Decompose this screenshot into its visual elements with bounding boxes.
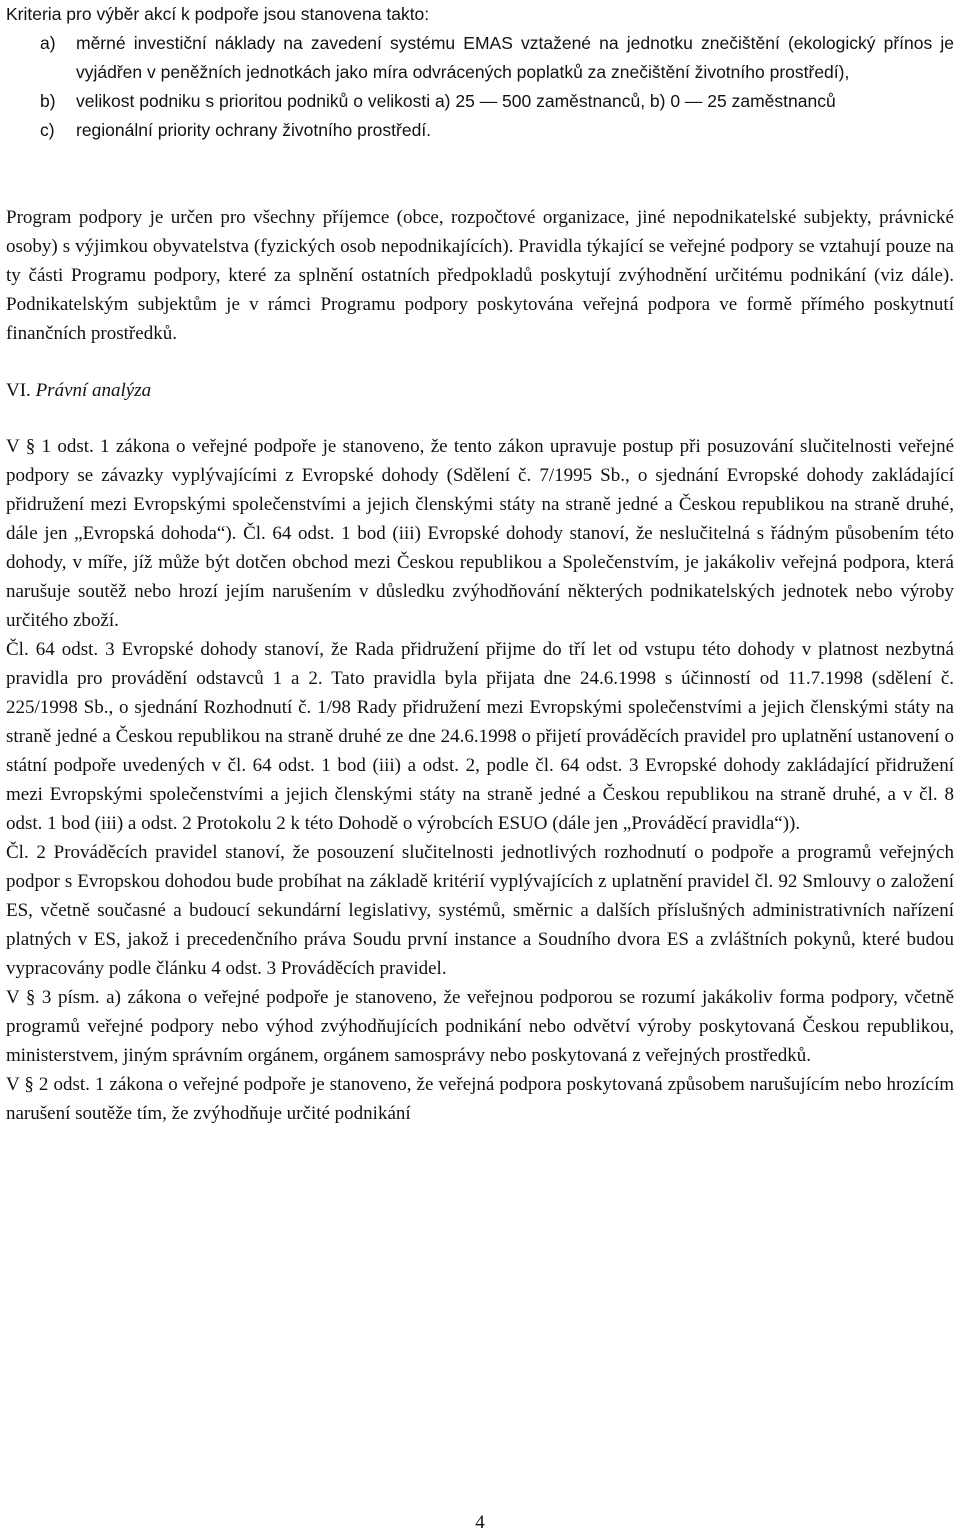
criteria-item-a [6,29,954,87]
section-number: VI. [6,380,31,401]
list-marker: b) [40,91,56,111]
list-item-text: velikost podniku s prioritou podniků o velikosti a) 25 — 500 zaměstnanců, b) 0 — 25 zaměstnanců [76,91,836,111]
list-marker: c) [40,120,55,140]
list-marker: a) [40,33,56,53]
criteria-item-b [6,87,954,116]
list-item-text: měrné investiční náklady na zavedení systému EMAS vztažené na jednotku znečištění (ekologický přínos je vyjádřen v peněžních jednotkách jako míra odvrácených poplatků za znečištění životního prostředí), [76,33,954,82]
section-title: Právní analýza [35,380,152,401]
legal-analysis-body [6,432,954,1128]
legal-paragraph: Čl. 64 odst. 3 Evropské dohody stanoví, že Rada přidružení přijme do tří let od vstupu této dohody v platnost nezbytná pravidla pro provádění odstavců 1 a 2. Tato pravidla byla přijata dne 24.6.1998 s účinností od 11.7.1998 (sdělení č. 225/1998 Sb., o sjednání Rozhodnutí č. 1/98 Rady přidružení mezi Evropskými společenstvími a jejich členskými státy na straně jedné a Českou republikou na straně druhé ze dne 24.6.1998 o přijetí prováděcích pravidel pro uplatnění ustanovení o státní podpoře uvedených v čl. 64 odst. 1 bod (iii) a odst. 2, podle čl. 64 odst. 3 Evropské dohody zakládající přidružení mezi Evropskými společenstvími a jejich členskými státy na straně jedné a Českou republikou na straně druhé, a v čl. 8 odst. 1 bod (iii) a odst. 2 Protokolu 2 k této Dohodě o výrobcích ESUO (dále jen „Prováděcí pravidla“)). [6,639,954,834]
page-number: 4 [475,1512,485,1533]
document-page [6,0,954,1128]
legal-paragraph: V § 2 odst. 1 zákona o veřejné podpoře je stanoveno, že veřejná podpora poskytovaná způsobem narušujícím nebo hrozícím narušení soutěže tím, že zvýhodňuje určité podnikání [6,1074,954,1124]
legal-paragraph: Čl. 2 Prováděcích pravidel stanoví, že posouzení slučitelnosti jednotlivých rozhodnutí o podpoře a programů veřejných podpor s Evropskou dohodou bude probíhat na základě kritérií vyplývajících z uplatnění pravidel čl. 92 Smlouvy o založení ES, včetně současné a budoucí sekundární legislativy, systémů, směrnic a dalších příslušných administrativních nařízení platných v ES, jakož i precedenčního práva Soudu první instance a Soudního dvora ES a zvláštních pokynů, které budou vypracovány podle článku 4 odst. 3 Prováděcích pravidel. [6,842,954,979]
list-item-text: regionální priority ochrany životního prostředí. [76,120,432,140]
program-paragraph: Program podpory je určen pro všechny příjemce (obce, rozpočtové organizace, jiné nepodnikatelské subjekty, právnické osoby) s výjimkou obyvatelstva (fyzických osob nepodnikajících). Pravidla týkající se veřejné podpory se vztahují pouze na ty části Programu podpory, které za splnění ostatních předpokladů poskytují zvýhodnění určitému podnikání (viz dále). Podnikatelským subjektům je v rámci Programu podpory poskytována veřejná podpora ve formě přímého poskytnutí finančních prostředků. [6,207,954,344]
section-heading [6,376,954,405]
criteria-section [6,0,954,145]
legal-paragraph: V § 3 písm. a) zákona o veřejné podpoře je stanoveno, že veřejnou podporou se rozumí jakákoliv forma podpory, včetně programů veřejné podpory nebo výhod zvýhodňujících podnikání nebo odvětví výroby poskytovaná Českou republikou, ministerstvem, jiným správním orgánem, orgánem samosprávy nebo poskytovaná z veřejných prostředků. [6,987,954,1066]
criteria-list [6,29,954,145]
criteria-item-c [6,116,954,145]
legal-paragraph: V § 1 odst. 1 zákona o veřejné podpoře je stanoveno, že tento zákon upravuje postup při posuzování slučitelnosti veřejné podpory se závazky vyplývajícími z Evropské dohody (Sdělení č. 7/1995 Sb., o sjednání Evropské dohody zakládající přidružení mezi Evropskými společenstvími a jejich členskými státy na straně jedné a Českou republikou na straně druhé, dále jen „Evropská dohoda“). Čl. 64 odst. 1 bod (iii) Evropské dohody stanoví, že neslučitelná s řádným působením této dohody, v míře, jíž může být dotčen obchod mezi Českou republikou a Společenstvím, je jakákoliv veřejná podpora, která narušuje soutěž nebo hrozí jejím narušením v důsledku zvýhodňování některých podnikatelských jednotek nebo výroby určitého zboží. [6,436,954,631]
criteria-title: Kriteria pro výběr akcí k podpoře jsou stanovena takto: [6,4,430,24]
